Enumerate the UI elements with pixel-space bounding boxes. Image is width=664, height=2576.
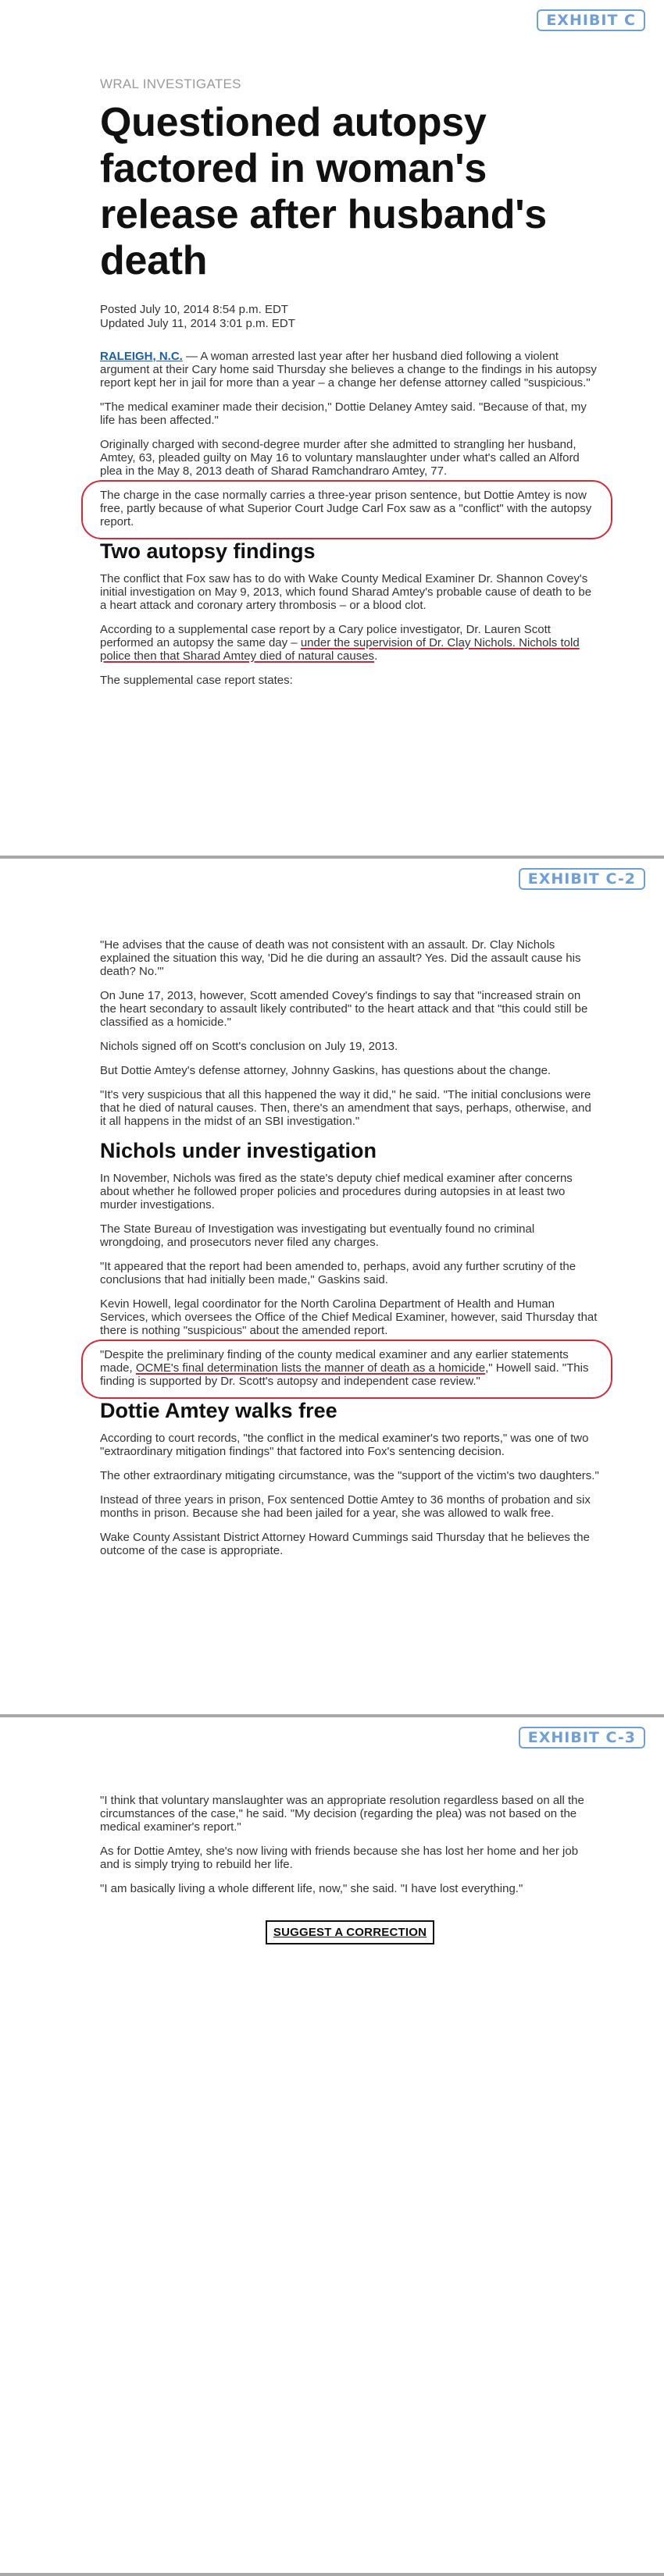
correction-container xyxy=(100,1920,600,1944)
page-2 xyxy=(0,859,664,1714)
exhibit-stamp: EXHIBIT C xyxy=(537,9,645,31)
paragraph: The State Bureau of Investigation was investigating but eventually found no criminal wrongdoing, and prosecutors never filed any charges. xyxy=(100,1222,535,1249)
circled-paragraph xyxy=(100,1348,600,1388)
section-heading: Two autopsy findings xyxy=(100,539,316,563)
exhibit-stamp: EXHIBIT C-3 xyxy=(519,1727,645,1749)
paragraph: The other extraordinary mitigating circumstance, was the "support of the victim's two daughters." xyxy=(100,1469,599,1482)
paragraph: Nichols signed off on Scott's conclusion on July 19, 2013. xyxy=(100,1040,398,1053)
article-body-page-1 xyxy=(100,76,600,698)
paragraph: In November, Nichols was fired as the state's deputy chief medical examiner after concerns about whether he followed proper policies and procedures during autopsies in at least two murder investigations. xyxy=(100,1172,573,1212)
paragraph: "It appeared that the report had been amended to, perhaps, avoid any further scrutiny of the conclusions that had initially been made," Gaskins said. xyxy=(100,1260,577,1286)
paragraph-text: — A woman arrested last year after her husband died following a violent argument at their Cary home said Thursday she believes a change to the findings in his autopsy report kept her in jail for more than a year – a change her defense attorney called "suspicious." xyxy=(100,350,597,390)
paragraph: The conflict that Fox saw has to do with Wake County Medical Examiner Dr. Shannon Covey's initial investigation on May 9, 2013, which found Sharad Amtey's probable cause of death to be a heart attack and coronary artery thrombosis – or a blood clot. xyxy=(100,572,592,612)
paragraph: As for Dottie Amtey, she's now living with friends because she has lost her home and her job and is simply trying to rebuild her life. xyxy=(100,1845,579,1871)
circled-paragraph: The charge in the case normally carries a three-year prison sentence, but Dottie Amtey is now free, partly because of what Superior Court Judge Carl Fox saw as a "conflict" with the autopsy report. xyxy=(100,489,600,528)
underlined-text: OCME's final determination lists the manner of death as a homicide xyxy=(135,1361,486,1375)
exhibit-stamp: EXHIBIT C-2 xyxy=(519,868,645,890)
section-kicker: WRAL INVESTIGATES xyxy=(100,76,241,91)
paragraph: According to court records, "the conflict in the medical examiner's two reports," was one of two "extraordinary mitigation findings" that factored into Fox's sentencing decision. xyxy=(100,1432,589,1458)
article-headline: Questioned autopsy factored in woman's release after husband's death xyxy=(100,100,547,283)
article-body-page-2 xyxy=(100,938,600,1568)
paragraph: But Dottie Amtey's defense attorney, Johnny Gaskins, has questions about the change. xyxy=(100,1064,552,1077)
article-body-page-3 xyxy=(100,1794,600,1944)
paragraph-text: According to a supplemental case report by a Cary police investigator, Dr. Lauren Scott performed an autopsy the same day – xyxy=(100,623,551,649)
dateline-link[interactable]: RALEIGH, N.C. xyxy=(100,350,183,363)
paragraph-text: . xyxy=(374,649,378,663)
paragraph: Originally charged with second-degree murder after she admitted to strangling her husband, Amtey, 63, pleaded guilty on May 16 to voluntary manslaughter under what's called an Alford plea in the May 8, 2013 death of Sharad Ramchandraro Amtey, 77. xyxy=(100,438,580,478)
paragraph: Kevin Howell, legal coordinator for the North Carolina Department of Health and Human Services, which oversees the Office of the Chief Medical Examiner, however, said Thursday that there is nothing "suspicious" about the amended report. xyxy=(100,1297,598,1337)
paragraph-text: "Despite the preliminary finding of the county medical examiner and any earlier statements made, xyxy=(100,1348,569,1375)
paragraph: Wake County Assistant District Attorney Howard Cummings said Thursday that he believes the outcome of the case is appropriate. xyxy=(100,1531,590,1557)
paragraph: "The medical examiner made their decision," Dottie Delaney Amtey said. "Because of that, my life has been affected." xyxy=(100,400,587,427)
suggest-correction-button[interactable]: SUGGEST A CORRECTION xyxy=(266,1920,434,1944)
paragraph: "I am basically living a whole different life, now," she said. "I have lost everything." xyxy=(100,1882,523,1895)
paragraph: "He advises that the cause of death was not consistent with an assault. Dr. Clay Nichols explained the situation this way, 'Did he die during an assault? Yes. Did the assault cause his death? No.'" xyxy=(100,938,581,978)
page-1 xyxy=(0,0,664,856)
article-dates xyxy=(100,303,600,331)
posted-date: Posted July 10, 2014 8:54 p.m. EDT xyxy=(100,303,288,316)
page-3 xyxy=(0,1717,664,2576)
section-heading: Nichols under investigation xyxy=(100,1139,377,1162)
updated-date: Updated July 11, 2014 3:01 p.m. EDT xyxy=(100,317,295,330)
paragraph: "It's very suspicious that all this happened the way it did," he said. "The initial conclusions were that he died of natural causes. Then, there's an amendment that says, perhaps, otherwise, and it all happens in the midst of an SBI investigation." xyxy=(100,1088,591,1128)
paragraph xyxy=(100,623,600,663)
paragraph: On June 17, 2013, however, Scott amended Covey's findings to say that "increased strain on the heart secondary to assault likely contributed" to the heart attack and that "this could still be classified as a homicide." xyxy=(100,989,588,1029)
paragraph: Instead of three years in prison, Fox sentenced Dottie Amtey to 36 months of probation and six months in prison. Because she had been jailed for a year, she was allowed to walk free. xyxy=(100,1493,591,1520)
section-heading: Dottie Amtey walks free xyxy=(100,1399,337,1422)
page-divider xyxy=(0,2573,664,2576)
underlined-text: under the supervision of Dr. Clay Nichols. Nichols told police then that Sharad Amtey died of natural causes xyxy=(100,636,580,663)
paragraph: The supplemental case report states: xyxy=(100,674,293,687)
paragraph: "I think that voluntary manslaughter was an appropriate resolution regardless based on all the circumstances of the case," he said. "My decision (regarding the plea) was not based on the medical examiner's report." xyxy=(100,1794,584,1834)
paragraph xyxy=(100,350,600,390)
paragraph-text: ," Howell said. "This finding is supported by Dr. Scott's autopsy and independent case review." xyxy=(100,1361,589,1388)
